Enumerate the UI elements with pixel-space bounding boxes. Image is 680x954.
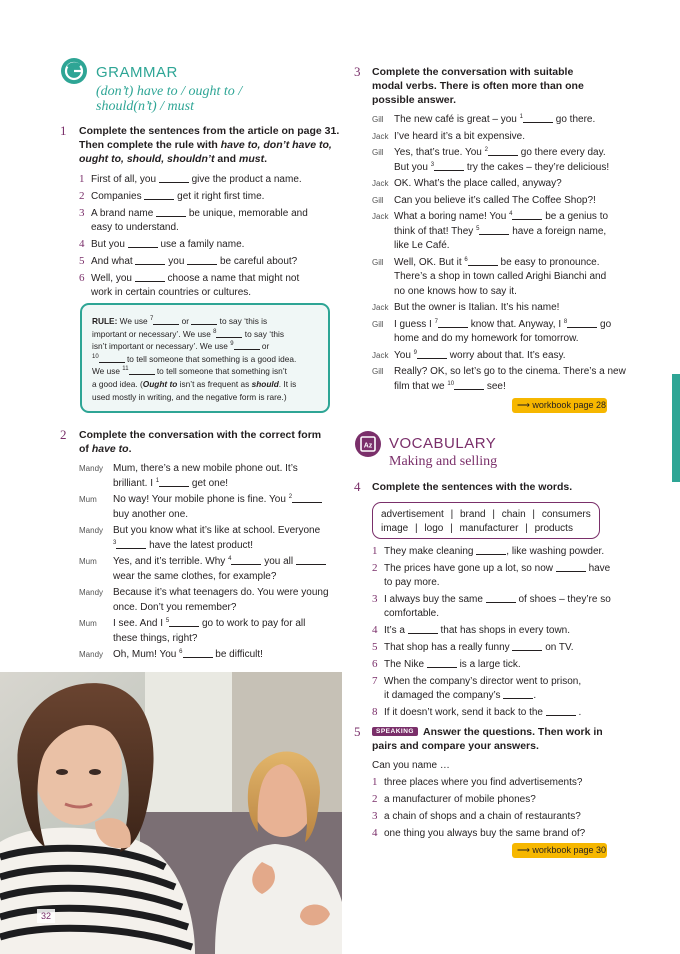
grammar-subtitle-line2: should(n’t) / must <box>96 99 194 114</box>
dialogue-line: Mum I see. And I $^5$ go to work to pay for all these things, right? <box>79 618 306 644</box>
answer-blank[interactable] <box>408 624 438 634</box>
speaker-name: Gill <box>372 115 384 124</box>
speaker-name: Mandy <box>79 464 104 473</box>
answer-blank[interactable] <box>476 545 506 555</box>
vocab-subtitle: Making and selling <box>389 454 498 469</box>
ex5-number: 5 <box>354 724 361 739</box>
answer-blank[interactable] <box>292 493 322 503</box>
dialogue-line: Mandy Oh, Mum! You $^6$ be difficult! <box>79 648 344 663</box>
list-item: 2 Companies get it right first time. <box>79 190 265 202</box>
answer-blank[interactable] <box>546 706 576 716</box>
list-item-cont: it damaged the company’s . <box>384 690 537 701</box>
dialogue-line: Gill The new café is great – you $^1$ go there. <box>372 113 632 128</box>
grammar-subtitle-line1: (don’t) have to / ought to / <box>96 84 243 99</box>
dialogue-line: Gill Yes, that’s true. You $^2$ go there every day. But you $^3$ try the cakes – they’re delicious! <box>372 147 610 173</box>
answer-blank[interactable] <box>234 342 260 350</box>
speaker-name: Gill <box>372 195 384 205</box>
list-item: 4 one thing you always buy the same brand of? <box>372 827 586 839</box>
answer-blank[interactable] <box>468 256 498 266</box>
answer-blank[interactable] <box>129 367 155 375</box>
answer-blank[interactable] <box>99 355 125 363</box>
rule-box <box>80 303 330 413</box>
answer-blank[interactable] <box>128 238 158 248</box>
answer-blank[interactable] <box>512 210 542 220</box>
arrow-right-icon: ⟶ <box>517 400 530 410</box>
dialogue-line: Jack OK. What’s the place called, anyway? <box>372 177 632 192</box>
answer-blank[interactable] <box>454 380 484 390</box>
answer-blank[interactable] <box>159 173 189 183</box>
ex5-lead: Can you name … <box>372 760 450 771</box>
list-item: 7 When the company’s director went to prison, <box>372 675 582 687</box>
speaker-name: Gill <box>372 257 384 267</box>
ex3-conversation <box>372 113 632 394</box>
dialogue-line: Jack What a boring name! You $^4$ be a genius to think of that! They $^5$ have a foreign name, like Le Café. <box>372 211 609 251</box>
dialogue-line: Mandy Because it’s what teenagers do. You were young once. Don’t you remember? <box>79 587 329 613</box>
answer-blank[interactable] <box>135 272 165 282</box>
answer-blank[interactable] <box>438 318 468 328</box>
rule-line3: isn’t important or necessary’. We use $^9$ or <box>92 341 270 352</box>
grammar-icon <box>60 57 88 85</box>
ex5-instr-line2: pairs and compare your answers. <box>372 740 539 752</box>
speaker-name: Jack <box>372 350 389 360</box>
speaker-name: Mum <box>79 495 97 504</box>
word-chain: chain <box>501 509 526 520</box>
answer-blank[interactable] <box>116 539 146 549</box>
list-item: 2 The prices have gone up a lot, so now have <box>372 562 611 574</box>
ex2-instr-line2: of have to. <box>79 443 132 455</box>
answer-blank[interactable] <box>159 477 189 487</box>
speaking-badge: SPEAKING <box>372 727 418 736</box>
answer-blank[interactable] <box>156 207 186 217</box>
answer-blank[interactable] <box>503 689 533 699</box>
svg-text:Az: Az <box>363 442 373 450</box>
workbook-label: workbook page 28 <box>532 400 606 410</box>
grammar-title: GRAMMAR <box>96 64 178 81</box>
list-item: 2 a manufacturer of mobile phones? <box>372 793 536 805</box>
list-item-cont: easy to understand. <box>91 222 179 233</box>
answer-blank[interactable] <box>434 161 464 171</box>
dialogue-line: Gill Can you believe it’s called The Coffee Shop?! <box>372 194 632 209</box>
answer-blank[interactable] <box>191 317 217 325</box>
vocab-title: VOCABULARY <box>389 435 497 452</box>
word-row-1: advertisement | brand | chain | consumers <box>381 509 591 520</box>
list-item: 5 That shop has a really funny on TV. <box>372 641 574 653</box>
answer-blank[interactable] <box>523 113 553 123</box>
ex5-list <box>372 775 632 841</box>
answer-blank[interactable] <box>486 593 516 603</box>
dialogue-line: Mum Yes, and it’s terrible. Why $^4$ you all wear the same clothes, for example? <box>79 555 344 584</box>
dialogue-line: Gill Really? OK, so let’s go to the cinema. There’s a new film that we $^{10}$ see! <box>372 366 626 392</box>
speaker-name: Gill <box>372 148 384 157</box>
word-image: image <box>381 523 409 534</box>
answer-blank[interactable] <box>512 641 542 651</box>
rule-line6: a good idea. (Ought to isn’t as frequent as should. It is <box>92 378 297 389</box>
list-item-cont: to pay more. <box>384 577 440 588</box>
list-item: 3 a chain of shops and a chain of restaurants? <box>372 810 581 822</box>
speaker-name: Jack <box>372 303 389 312</box>
ex2-instructions <box>79 428 349 456</box>
answer-blank[interactable] <box>427 658 457 668</box>
answer-blank[interactable] <box>556 562 586 572</box>
ex4-instructions: Complete the sentences with the words. <box>372 481 573 493</box>
answer-blank[interactable] <box>488 146 518 156</box>
ex1-instr-line3: ought to, should, shouldn’t and must. <box>79 153 268 165</box>
speaker-name: Jack <box>372 131 389 141</box>
answer-blank[interactable] <box>169 617 199 627</box>
speaker-name: Mum <box>79 557 97 566</box>
rule-line5: We use $^{11}$ to tell someone that something isn’t <box>92 366 287 377</box>
word-manufacturer: manufacturer <box>459 523 519 534</box>
speaker-name: Gill <box>372 367 384 376</box>
speaker-name: Mum <box>79 619 97 628</box>
grammar-subtitle <box>96 84 242 114</box>
list-item: 1 They make cleaning , like washing powder. <box>372 545 605 557</box>
dialogue-line: Gill I guess I $^7$ know that. Anyway, I $^8$ go home and do my homework for tomorrow. <box>372 318 612 344</box>
list-item: 6 Well, you choose a name that might not <box>79 272 300 284</box>
list-item-cont: work in certain countries or cultures. <box>91 287 252 298</box>
answer-blank[interactable] <box>135 255 165 265</box>
page-edge-tab <box>672 374 680 482</box>
ex3-instr-line1: Complete the conversation with suitable <box>372 66 574 78</box>
ex1-list <box>79 172 349 300</box>
speaker-name: Gill <box>372 319 384 329</box>
rule-line7: used mostly in writing, and the negative form is rare.) <box>92 391 287 402</box>
ex3-instr-line3: possible answer. <box>372 94 457 106</box>
answer-blank[interactable] <box>567 318 597 328</box>
list-item: 3 A brand name be unique, memorable and <box>79 207 308 219</box>
ex3-instr-line2: modal verbs. There is often more than one <box>372 80 584 92</box>
answer-blank[interactable] <box>144 190 174 200</box>
dialogue-line: Jack But the owner is Italian. It’s his name! <box>372 301 632 316</box>
photo-teenager-and-mother <box>0 672 342 954</box>
word-row-2: image | logo | manufacturer | products <box>381 523 573 534</box>
dialogue-line: Mandy But you know what it’s like at school. Everyone $^3$ have the latest product! <box>79 525 321 551</box>
ex5-instr-line1: Answer the questions. Then work in <box>423 726 603 738</box>
ex3-instructions <box>372 65 622 107</box>
rule-line4: $^{10}$ to tell someone that something is a good idea. <box>92 353 297 364</box>
dialogue-line: Mandy Mum, there’s a new mobile phone out. It’s brilliant. I $^1$ get one! <box>79 463 298 489</box>
ex4-number: 4 <box>354 479 361 494</box>
list-item-cont: comfortable. <box>384 608 440 619</box>
arrow-right-icon: ⟶ <box>517 845 530 855</box>
list-item: 5 And what you be careful about? <box>79 255 298 267</box>
speaker-name: Jack <box>372 179 389 188</box>
answer-blank[interactable] <box>183 648 213 658</box>
speaker-name: Mandy <box>79 650 104 659</box>
list-item: 4 But you use a family name. <box>79 238 245 250</box>
word-box <box>372 502 600 539</box>
list-item: 6 The Nike is a large tick. <box>372 658 521 670</box>
word-advertisement: advertisement <box>381 509 444 520</box>
answer-blank[interactable] <box>231 555 261 565</box>
ex4-list <box>372 544 632 720</box>
speaker-name: Mandy <box>79 526 104 535</box>
ex1-instructions <box>79 124 349 166</box>
list-item: 1 First of all, you give the product a name. <box>79 173 302 185</box>
answer-blank[interactable] <box>417 349 447 359</box>
workbook-label: workbook page 30 <box>532 845 606 855</box>
answer-blank[interactable] <box>296 555 326 565</box>
dialogue-line: Jack I’ve heard it’s a bit expensive. <box>372 130 632 145</box>
list-item: 8 If it doesn’t work, send it back to the . <box>372 706 582 718</box>
page-number: 32 <box>37 909 55 923</box>
workbook-link-28[interactable] <box>512 398 607 413</box>
dialogue-line: Gill Well, OK. But it $^6$ be easy to pronounce. There’s a shop in town called Arighi Bianchi and no one knows how to say it. <box>372 256 607 297</box>
dialogue-line: Mum No way! Your mobile phone is fine. You $^2$ buy another one. <box>79 493 344 522</box>
ex2-number: 2 <box>60 427 67 442</box>
answer-blank[interactable] <box>187 255 217 265</box>
word-consumers: consumers <box>541 509 591 520</box>
answer-blank[interactable] <box>216 330 242 338</box>
ex1-number: 1 <box>60 123 67 138</box>
word-brand: brand <box>459 509 486 520</box>
ex3-number: 3 <box>354 64 361 79</box>
answer-blank[interactable] <box>479 225 509 235</box>
ex1-instr-line2: Then complete the rule with have to, don’t have to, <box>79 139 332 151</box>
dialogue-line: Jack You $^9$ worry about that. It’s easy. <box>372 349 632 364</box>
list-item: 4 It’s a that has shops in every town. <box>372 624 571 636</box>
vocab-icon <box>354 430 382 458</box>
list-item: 1 three places where you find advertisements? <box>372 776 583 788</box>
workbook-link-30[interactable] <box>512 843 607 858</box>
answer-blank[interactable] <box>153 317 179 325</box>
list-item: 3 I always buy the same of shoes – they’re so <box>372 593 611 605</box>
ex2-instr-line1: Complete the conversation with the correct form <box>79 429 322 441</box>
ex1-instr-line1: Complete the sentences from the article on page 31. <box>79 125 340 137</box>
word-logo: logo <box>424 523 444 534</box>
rule-line2: important or necessary’. We use $^8$ to say ‘this <box>92 328 284 339</box>
word-products: products <box>534 523 573 534</box>
rule-line1: RULE: We use $^7$ or to say ‘this is <box>92 316 268 326</box>
speaker-name: Mandy <box>79 588 104 597</box>
speaker-name: Jack <box>372 212 389 221</box>
rule-label: RULE: <box>92 316 118 326</box>
ex2-conversation <box>79 462 344 663</box>
